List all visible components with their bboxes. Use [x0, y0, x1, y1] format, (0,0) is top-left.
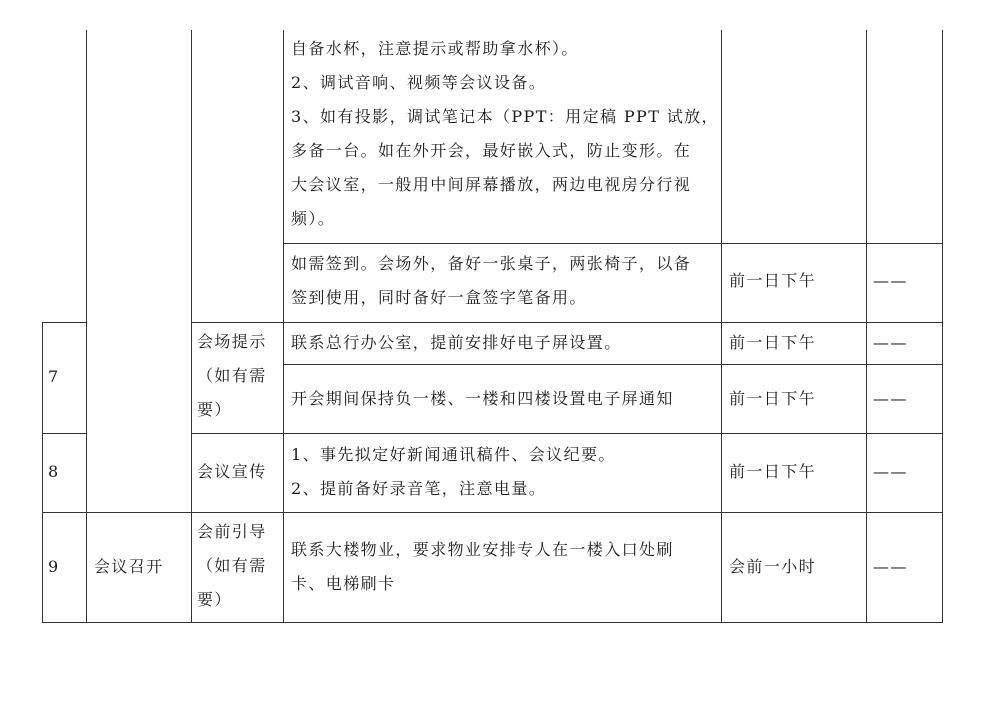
sign-in-content-cell	[291, 247, 691, 315]
content-line: 频）。	[291, 209, 336, 228]
content-line: 卡、电梯刷卡	[291, 574, 396, 593]
continued-content-cell	[291, 32, 719, 236]
item-line: 要）	[197, 590, 232, 609]
content-line: 如需签到。会场外，备好一张桌子，两张椅子，以备	[291, 254, 692, 273]
content-line: 多备一台。如在外开会，最好嵌入式，防止变形。在	[291, 141, 692, 160]
time-cell: 前一日下午	[729, 462, 817, 481]
remark-cell: ——	[873, 389, 908, 408]
remark-cell: ——	[873, 271, 908, 290]
grid-line	[191, 433, 943, 434]
content-line: 大会议室，一般用中间屏幕播放，两边电视房分行视	[291, 175, 692, 194]
grid-line	[42, 512, 43, 623]
content-line: 1、事先拟定好新闻通讯稿件、会议纪要。	[291, 445, 616, 464]
grid-line	[42, 622, 943, 623]
grid-line	[42, 322, 87, 323]
grid-line	[191, 30, 192, 623]
remark-cell: ——	[873, 333, 908, 352]
time-cell: 会前一小时	[729, 557, 817, 576]
content-line: 2、提前备好录音笔，注意电量。	[291, 479, 547, 498]
row-number: 7	[48, 367, 60, 386]
item-cell	[197, 515, 267, 617]
content-cell	[291, 438, 616, 506]
remark-cell: ——	[873, 462, 908, 481]
row-number: 8	[48, 462, 60, 481]
content-line: 签到使用，同时备好一盒签字笔备用。	[291, 288, 587, 307]
grid-line	[42, 512, 943, 513]
grid-line	[86, 30, 87, 623]
content-line: 联系大楼物业，要求物业安排专人在一楼入口处刷	[291, 540, 674, 559]
item-line: 会场提示	[197, 332, 267, 351]
remark-cell: ——	[873, 557, 908, 576]
content-cell: 联系总行办公室，提前安排好电子屏设置。	[291, 333, 622, 352]
grid-line	[721, 30, 722, 623]
item-cell: 会议宣传	[197, 462, 267, 481]
grid-line	[191, 322, 943, 323]
grid-line	[283, 243, 943, 244]
item-line: 要）	[197, 400, 232, 419]
time-cell: 前一日下午	[729, 271, 817, 290]
item-cell	[197, 325, 267, 427]
grid-line	[42, 433, 87, 434]
grid-line	[942, 30, 943, 623]
grid-line	[283, 364, 943, 365]
grid-line	[866, 30, 867, 623]
item-line: 会前引导	[197, 522, 267, 541]
item-line: （如有需	[197, 366, 267, 385]
content-line: 自备水杯，注意提示或帮助拿水杯）。	[291, 39, 579, 58]
grid-line	[42, 322, 43, 512]
content-cell: 开会期间保持负一楼、一楼和四楼设置电子屏通知	[291, 389, 674, 408]
stage-cell: 会议召开	[94, 557, 164, 576]
content-line: 2、调试音响、视频等会议设备。	[291, 73, 547, 92]
content-cell	[291, 533, 674, 601]
content-line: 3、如有投影，调试笔记本（PPT：用定稿 PPT 试放，	[291, 107, 719, 126]
time-cell: 前一日下午	[729, 389, 817, 408]
time-cell: 前一日下午	[729, 333, 817, 352]
item-line: （如有需	[197, 556, 267, 575]
grid-line	[283, 30, 284, 623]
row-number: 9	[48, 557, 60, 576]
